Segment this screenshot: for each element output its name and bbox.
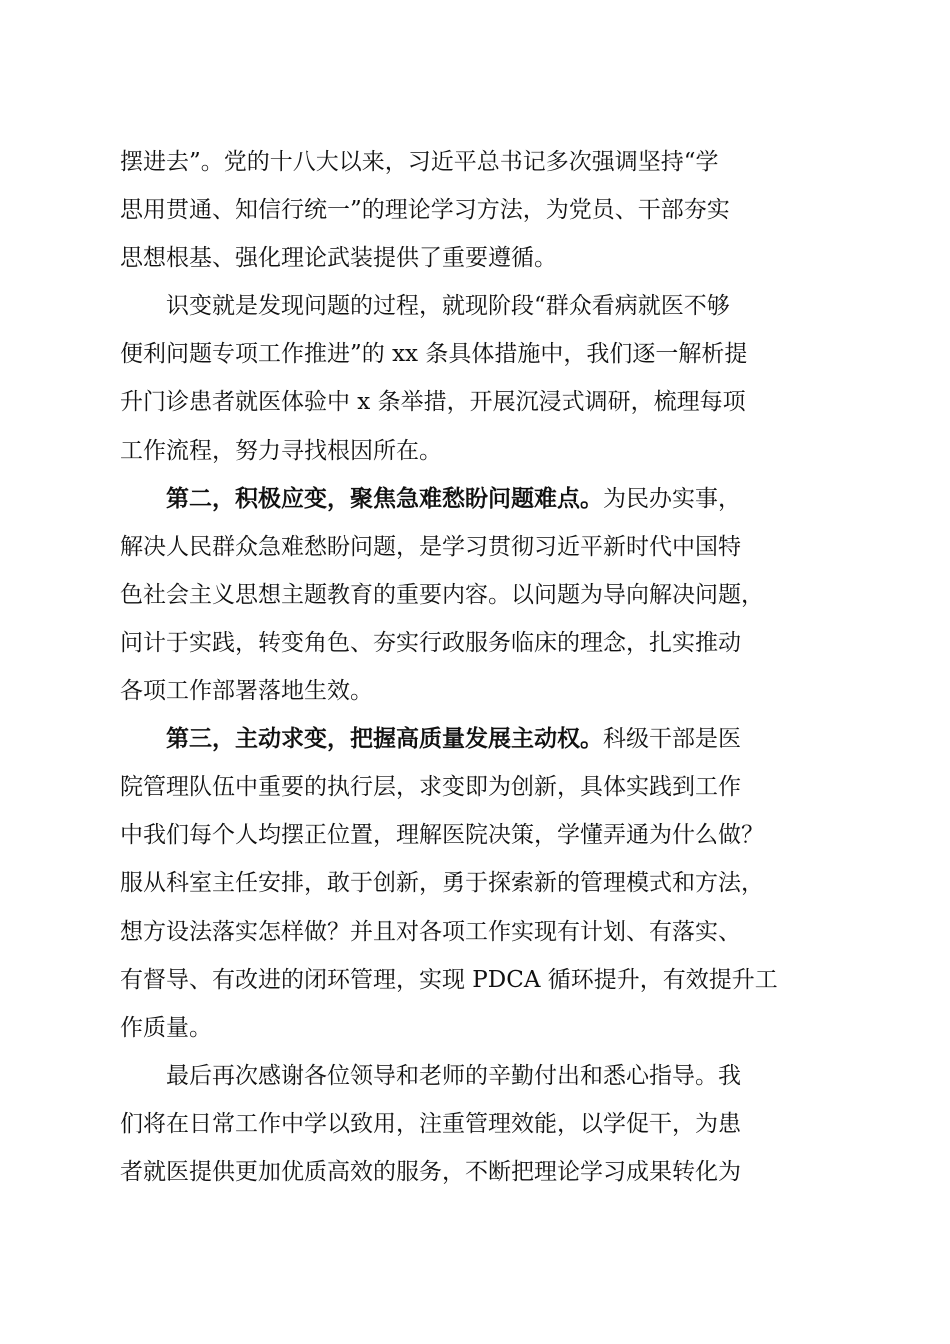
- text-line: 工作流程，努力寻找根因所在。: [120, 437, 442, 464]
- text-line: 升门诊患者就医体验中 x 条举措，开展沉浸式调研，梳理每项: [120, 389, 746, 416]
- text-line: [120, 715, 832, 763]
- text-line: 院管理队伍中重要的执行层，求变即为创新，具体实践到工作: [120, 774, 741, 801]
- text-line: 解决人民群众急难愁盼问题，是学习贯彻习近平新时代中国特: [120, 533, 741, 560]
- text-line: 有督导、有改进的闭环管理，实现 PDCA 循环提升，有效提升工: [120, 966, 778, 993]
- text-line: 识变就是发现问题的过程，就现阶段“群众看病就医不够: [120, 293, 730, 320]
- section-heading: 第二，积极应变，聚焦急难愁盼问题难点。: [120, 484, 603, 512]
- text-line: 各项工作部署落地生效。: [120, 678, 373, 705]
- text-line: 问计于实践，转变角色、夯实行政服务临床的理念，扎实推动: [120, 629, 741, 656]
- section-heading-rest: 为民办实事，: [603, 485, 741, 512]
- text-line: 想方设法落实怎样做？并且对各项工作实现有计划、有落实、: [120, 918, 741, 945]
- text-line: 思用贯通、知信行统一”的理论学习方法，为党员、干部夯实: [120, 197, 730, 224]
- text-line: 中我们每个人均摆正位置，理解医院决策，学懂弄通为什么做？: [120, 822, 764, 849]
- section-heading-rest: 科级干部是医: [603, 726, 741, 753]
- section-heading: 第三，主动求变，把握高质量发展主动权。: [120, 725, 603, 753]
- text-line: 摆进去”。党的十八大以来，习近平总书记多次强调坚持“学: [120, 149, 719, 175]
- text-line: 最后再次感谢各位领导和老师的辛勤付出和悉心指导。我: [120, 1062, 741, 1089]
- text-line: 服从科室主任安排，敢于创新，勇于探索新的管理模式和方法，: [120, 870, 764, 897]
- text-line: 色社会主义思想主题教育的重要内容。以问题为导向解决问题，: [120, 581, 764, 608]
- text-line: 作质量。: [120, 1014, 212, 1041]
- text-line: 们将在日常工作中学以致用，注重管理效能，以学促干，为患: [120, 1110, 741, 1137]
- text-line: 便利问题专项工作推进”的 xx 条具体措施中，我们逐一解析提: [120, 341, 748, 368]
- text-line: [120, 475, 832, 523]
- text-line: 思想根基、强化理论武装提供了重要遵循。: [120, 245, 557, 272]
- text-line: 者就医提供更加优质高效的服务，不断把理论学习成果转化为: [120, 1158, 741, 1185]
- document-body: [120, 138, 832, 1196]
